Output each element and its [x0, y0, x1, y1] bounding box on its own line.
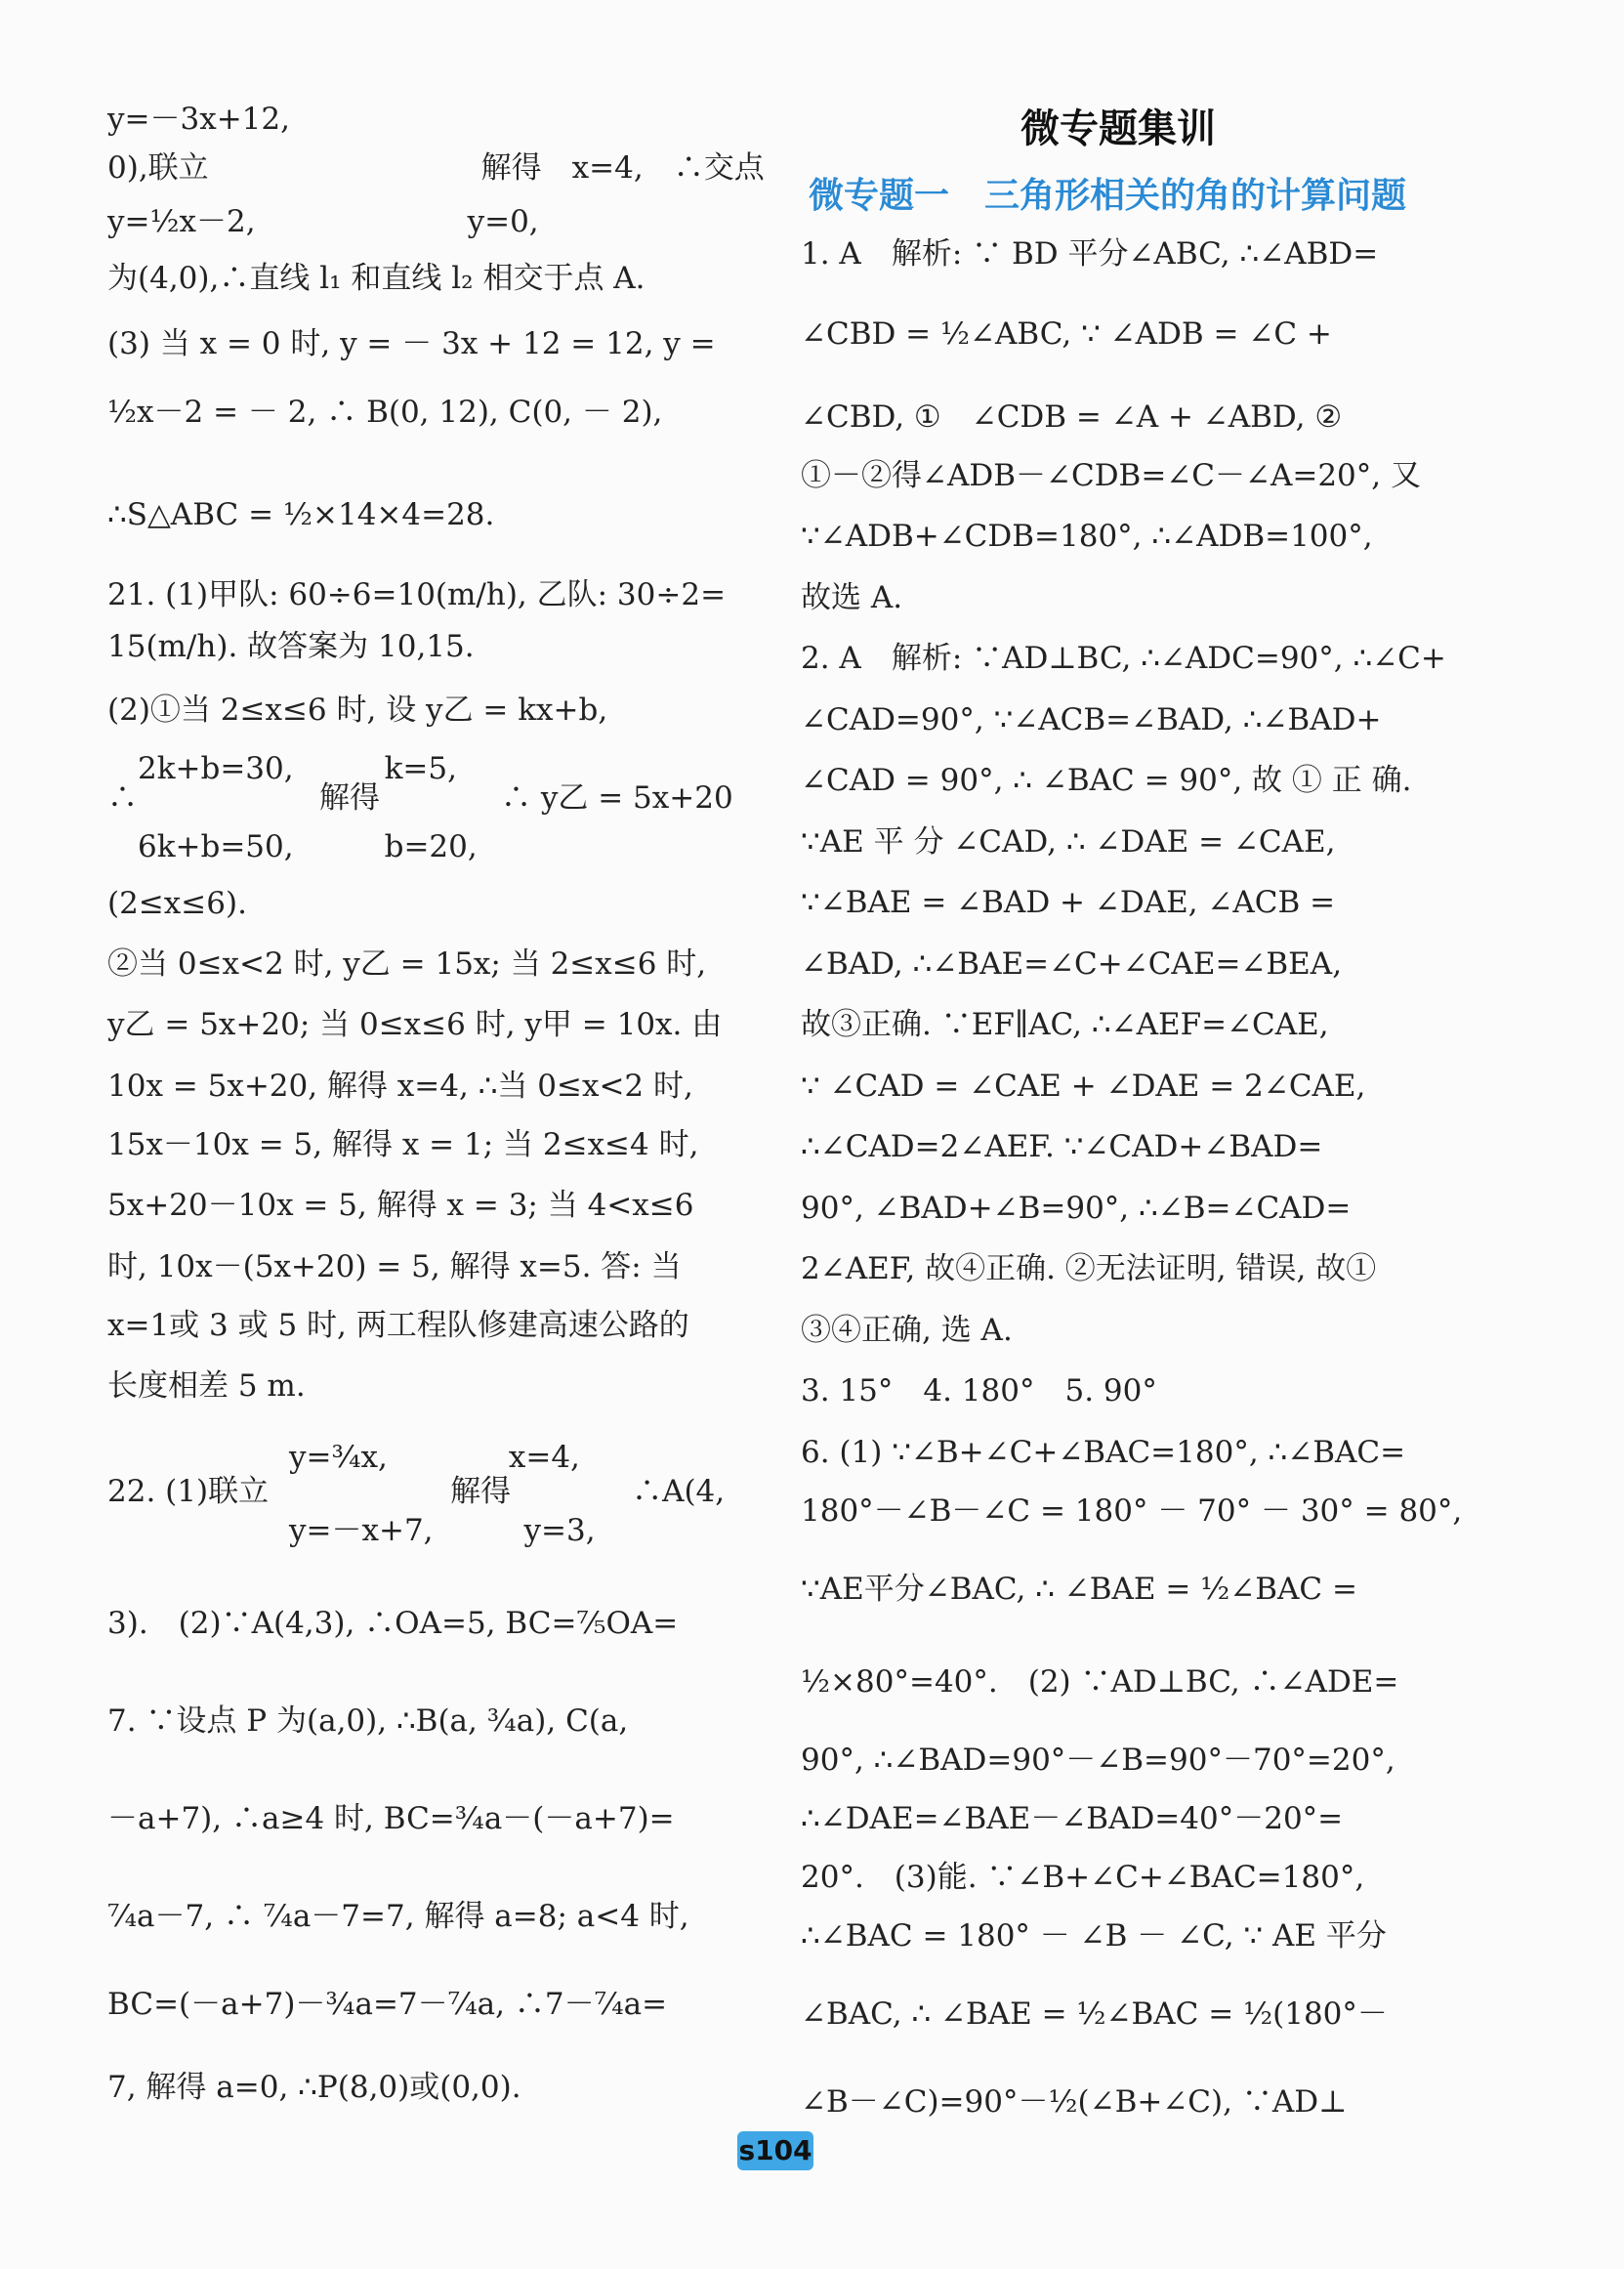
- left-column-line: 15x－10x = 5, 解得 x = 1; 当 2≤x≤4 时,: [107, 1127, 699, 1162]
- left-column-line: x=1或 3 或 5 时, 两工程队修建高速公路的: [107, 1308, 689, 1343]
- right-column-line: 90°, ∴∠BAD=90°－∠B=90°－70°=20°,: [801, 1743, 1395, 1778]
- right-column-line: ∠BAD, ∴∠BAE=∠C+∠CAE=∠BEA,: [801, 946, 1343, 982]
- right-column-line: 20°. (3)能. ∵∠B+∠C+∠BAC=180°,: [801, 1860, 1365, 1895]
- right-column-line: ∵∠ADB+∠CDB=180°, ∴∠ADB=100°,: [801, 519, 1373, 554]
- left-column-line: ⁷⁄₄a－7, ∴ ⁷⁄₄a－7=7, 解得 a=8; a<4 时,: [107, 1899, 689, 1934]
- left-column-line: 21. (1)甲队: 60÷6=10(m/h), 乙队: 30÷2=: [107, 577, 727, 612]
- right-column-line: ∵∠BAE = ∠BAD + ∠DAE, ∠ACB =: [801, 885, 1336, 920]
- left-column-line: (2)①当 2≤x≤6 时, 设 y乙 = kx+b,: [107, 693, 608, 728]
- left-column-line: 7. ∵设点 P 为(a,0), ∴B(a, ¾a), C(a,: [107, 1703, 629, 1739]
- right-column-line: ∠CBD, ① ∠CDB = ∠A + ∠ABD, ②: [801, 399, 1343, 435]
- left-column-line: ½x－2 = － 2, ∴ B(0, 12), C(0, － 2),: [107, 395, 663, 430]
- left-column-line: 15(m/h). 故答案为 10,15.: [107, 629, 475, 664]
- right-column-line: ∠BAC, ∴ ∠BAE = ½∠BAC = ½(180°－: [801, 1996, 1388, 2032]
- left-column-line: 5x+20－10x = 5, 解得 x = 3; 当 4<x≤6: [107, 1188, 694, 1223]
- left-column-line: 2k+b=30, k=5,: [107, 751, 457, 786]
- left-column-line: y=－3x+12,: [107, 102, 290, 137]
- left-column-line: ∴S△ABC = ½×14×4=28.: [107, 497, 495, 532]
- left-column-line: y=－x+7, y=3,: [107, 1513, 596, 1548]
- right-column-line: ①－②得∠ADB－∠CDB=∠C－∠A=20°, 又: [801, 458, 1421, 493]
- left-column-line: 6k+b=50, b=20,: [107, 829, 478, 864]
- left-column-line: －a+7), ∴a≥4 时, BC=¾a－(－a+7)=: [107, 1801, 675, 1836]
- left-column-line: 为(4,0),∴直线 l₁ 和直线 l₂ 相交于点 A.: [107, 261, 645, 296]
- left-column-line: (3) 当 x = 0 时, y = － 3x + 12 = 12, y =: [107, 326, 716, 361]
- right-column-line: ∴∠CAD=2∠AEF. ∵∠CAD+∠BAD=: [801, 1129, 1323, 1164]
- left-column-line: 3). (2)∵A(4,3), ∴OA=5, BC=⁷⁄₅OA=: [107, 1606, 679, 1641]
- right-column-line: ∠CAD = 90°, ∴ ∠BAC = 90°, 故 ① 正 确.: [801, 763, 1412, 798]
- left-column-line: 长度相差 5 m.: [107, 1368, 306, 1404]
- right-column-line: ∠CBD = ½∠ABC, ∵ ∠ADB = ∠C +: [801, 316, 1332, 352]
- left-column-line: 时, 10x－(5x+20) = 5, 解得 x=5. 答: 当: [107, 1249, 682, 1284]
- right-column-line: ∵ ∠CAD = ∠CAE + ∠DAE = 2∠CAE,: [801, 1069, 1366, 1104]
- right-column-line: 180°－∠B－∠C = 180° － 70° － 30° = 80°,: [801, 1493, 1463, 1529]
- right-column-line: 3. 15° 4. 180° 5. 90°: [801, 1373, 1157, 1408]
- left-column-line: 22. (1)联立 解得 ∴A(4,: [107, 1474, 726, 1509]
- left-column-line: ∴ 解得 ∴ y乙 = 5x+20: [107, 780, 733, 816]
- left-column-line: 7, 解得 a=0, ∴P(8,0)或(0,0).: [107, 2070, 521, 2105]
- right-column-line: 2∠AEF, 故④正确. ②无法证明, 错误, 故①: [801, 1251, 1377, 1286]
- right-column-line: 6. (1) ∵∠B+∠C+∠BAC=180°, ∴∠BAC=: [801, 1435, 1406, 1470]
- right-column-line: ∴∠BAC = 180° － ∠B － ∠C, ∵ AE 平分: [801, 1918, 1387, 1954]
- right-column-line: 故选 A.: [801, 580, 903, 615]
- right-column-line: 90°, ∠BAD+∠B=90°, ∴∠B=∠CAD=: [801, 1191, 1352, 1226]
- right-column-line: ∴∠DAE=∠BAE－∠BAD=40°－20°=: [801, 1801, 1344, 1836]
- left-column-line: y乙 = 5x+20; 当 0≤x≤6 时, y甲 = 10x. 由: [107, 1007, 723, 1042]
- left-column-line: ②当 0≤x<2 时, y乙 = 15x; 当 2≤x≤6 时,: [107, 946, 707, 982]
- right-column-line: ½×80°=40°. (2) ∵AD⊥BC, ∴∠ADE=: [801, 1664, 1399, 1700]
- right-column-line: 故③正确. ∵EF∥AC, ∴∠AEF=∠CAE,: [801, 1007, 1329, 1042]
- section-subtitle: 微专题一 三角形相关的角的计算问题: [809, 176, 1407, 216]
- left-column-line: BC=(－a+7)－¾a=7－⁷⁄₄a, ∴7－⁷⁄₄a=: [107, 1987, 668, 2022]
- right-column-line: ∠B－∠C)=90°－½(∠B+∠C), ∵AD⊥: [801, 2084, 1348, 2120]
- left-column-line: 10x = 5x+20, 解得 x=4, ∴当 0≤x<2 时,: [107, 1069, 693, 1104]
- right-column-line: ∠CAD=90°, ∵∠ACB=∠BAD, ∴∠BAD+: [801, 702, 1382, 737]
- page-title: 微专题集训: [1020, 106, 1216, 151]
- left-column-line: (2≤x≤6).: [107, 886, 247, 921]
- page-number: s104: [737, 2131, 813, 2170]
- left-column-line: 0),联立 解得 x=4, ∴交点: [107, 150, 765, 186]
- right-column-line: 1. A 解析: ∵ BD 平分∠ABC, ∴∠ABD=: [801, 236, 1379, 272]
- right-column-line: ∵AE 平 分 ∠CAD, ∴ ∠DAE = ∠CAE,: [801, 824, 1336, 860]
- right-column-line: ∵AE平分∠BAC, ∴ ∠BAE = ½∠BAC =: [801, 1572, 1357, 1607]
- left-column-line: y=½x－2, y=0,: [107, 204, 539, 239]
- left-column-line: y=¾x, x=4,: [107, 1440, 580, 1475]
- right-column-line: 2. A 解析: ∵AD⊥BC, ∴∠ADC=90°, ∴∠C+: [801, 641, 1446, 676]
- right-column-line: ③④正确, 选 A.: [801, 1313, 1013, 1348]
